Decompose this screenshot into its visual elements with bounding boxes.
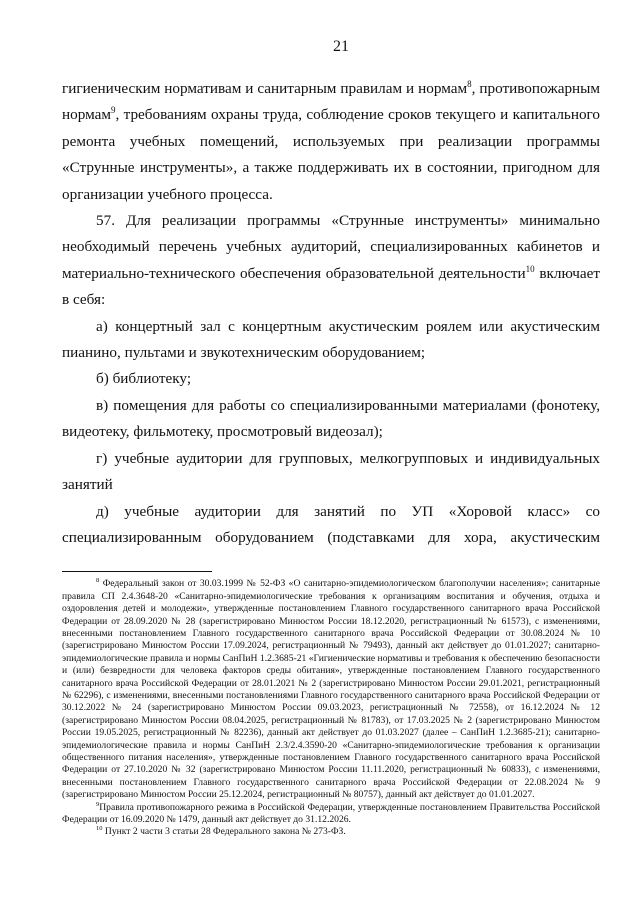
footnote-separator bbox=[62, 571, 212, 572]
footnote-9: $^9$Правила противопожарного режима в Российской Федерации, утвержденные постановлением Правительства Российской Федерации от 16.09.2020 № 1479, данный акт действует до 31.12.2026. bbox=[62, 800, 600, 826]
list-item-g: г) учебные аудитории для групповых, мелкогрупповых и индивидуальных занятий bbox=[62, 449, 600, 494]
footnote-8: $^8$ Федеральный закон от 30.03.1999 № 52-ФЗ «О санитарно-эпидемиологическом благополучии населения»; санитарные правила СП 2.4.3648-20 «Санитарно-эпидемиологические требования к организациям воспитания и обучения, отдыха и оздоровления детей и молодежи», утвержденные постановлением Главного государственного санитарного врача Российской Федерации от 28.09.2020 № 28 (зарегистрировано Минюстом России 18.12.2020, регистрационный № 61573), с изменениями, внесенными постановлением Главного государственного санитарного врача Российской Федерации от 30.08.2024 № 10 (зарегистрировано Минюстом России 17.09.2024, регистрационный № 79493), данный акт действует до 01.01.2027; санитарно-эпидемиологические правила и нормы СанПиН 1.2.3685-21 «Гигиенические нормативы и требования к обеспечению безопасности и (или) безвредности для человека факторов среды обитания», утвержденные постановлением Главного государственного санитарного врача Российской Федерации от 28.01.2021 № 2 (зарегистрировано Минюстом России 29.01.2021, регистрационный № 62296), с изменениями, внесенными постановлениями Главного государственного санитарного врача Российской Федерации от 30.12.2022 № 24 (зарегистрировано Минюстом России 09.03.2023, регистрационный № 72558), от 16.12.2024 № 12 (зарегистрировано Минюстом России 08.04.2025, регистрационный № 81783), от 17.03.2025 № 2 (зарегистрировано Минюстом России 19.05.2025, регистрационный № 82236), данный акт действует до 01.03.2027 (далее – СанПиН 1.2.3685-21); санитарно-эпидемиологические правила и нормы СанПиН 2.3/2.4.3590-20 «Санитарно-эпидемиологические требования к организации общественного питания населения», утвержденные постановлением Главного государственного санитарного врача Российской Федерации от 27.10.2020 № 32 (зарегистрировано Минюстом России 11.11.2020, регистрационный № 60833), с изменениями, внесенными постановлением Главного государственного санитарного врача Российской Федерации от 22.08.2024 № 9 (зарегистрировано Минюстом России 25.12.2024, регистрационный № 80757), данный акт действует до 01.01.2027. bbox=[62, 577, 600, 801]
list-item-v: в) помещения для работы со специализированными материалами (фонотеку, видеотеку, фильмотеку, просмотровый видеозал); bbox=[62, 396, 600, 441]
footnote-10: $^{10}$ Пункт 2 части 3 статьи 28 Федерального закона № 273-ФЗ. bbox=[96, 825, 346, 838]
page-number: 21 bbox=[333, 38, 349, 55]
paragraph-57: 57. Для реализации программы «Струнные инструменты» минимально необходимый перечень учебных аудиторий, специализированных кабинетов и материально-технического обеспечения образовательной деятельности$^{10}$ включает в себя: bbox=[62, 212, 600, 309]
footnote-ref-8: 8 bbox=[467, 78, 472, 89]
list-item-a: а) концертный зал с концертным акустическим роялем или акустическим пианино, пультами и звукотехническим оборудованием; bbox=[62, 317, 600, 362]
footnotes bbox=[62, 578, 600, 839]
list-item-d: д) учебные аудитории для занятий по УП «Хоровой класс» со специализированным оборудованием (подставками для хора, акустическим bbox=[62, 502, 600, 546]
paragraph-continuation: гигиеническим нормативам и санитарным правилам и нормам$^8$, противопожарным нормам$^9$, требованиям охраны труда, соблюдение сроков текущего и капитального ремонта учебных помещений, используемых при реализации программы «Струнные инструменты», а также поддерживать их в состоянии, пригодном для организации учебного процесса. bbox=[62, 78, 600, 203]
footnote-ref-9: 9 bbox=[110, 105, 116, 116]
main-text bbox=[62, 76, 600, 551]
footnote-ref-10: 10 bbox=[525, 263, 535, 274]
list-item-b: б) библиотеку; bbox=[96, 370, 192, 388]
